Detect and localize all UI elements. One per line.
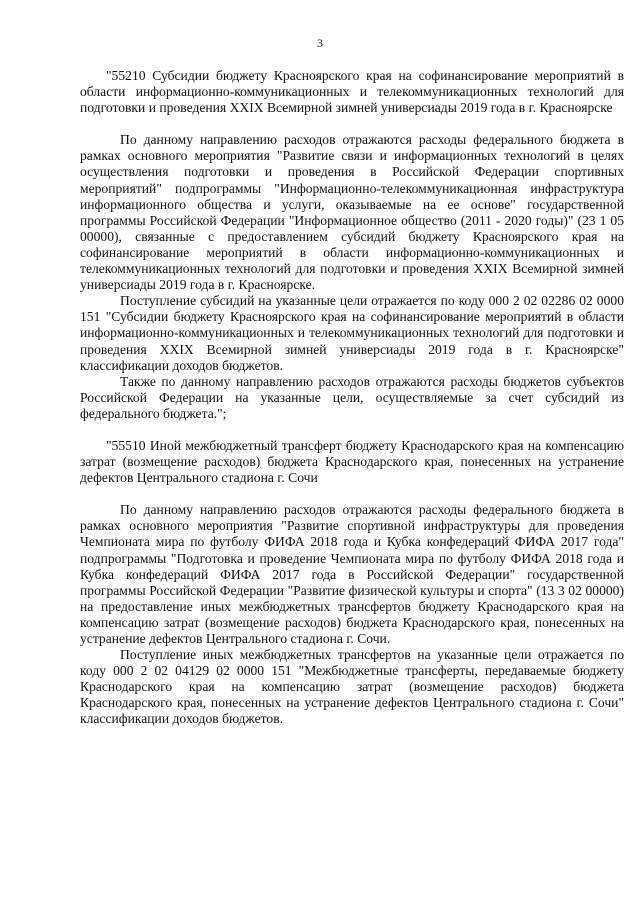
paragraph: По данному направлению расходов отражаются расходы федерального бюджета в рамках основного мероприятия "Развитие связи и информационных технологий в целях осуществления подготовки и проведения в Российской Федерации спортивных мероприятий" подпрограммы "Информационно-телекоммуникационная инфраструктура информационного общества и услуги, оказываемые на ее основе" государственной программы Российской Федерации "Информационное общество (2011 - 2020 годы)" (23 1 05 00000), связанные с предоставлением субсидий бюджету Красноярского края на софинансирование мероприятий в области информационно-коммуникационных и телекоммуникационных технологий для подготовки и проведения XXIX Всемирной зимней универсиады 2019 года в г. Красноярске. [80, 132, 624, 293]
section-heading-55510: "55510 Иной межбюджетный трансферт бюджету Краснодарского края на компенсацию затрат (возмещение расходов) бюджета Краснодарского края, понесенных на устранение дефектов Центрального стадиона г. Сочи [80, 437, 624, 486]
paragraph: Поступление иных межбюджетных трансфертов на указанные цели отражается по коду 000 2 02 04129 02 0000 151 "Межбюджетные трансферты, передаваемые бюджету Краснодарского края на компенсацию затрат (возмещение расходов) бюджета Краснодарского края, понесенных на устранение дефектов Центрального стадиона г. Сочи" классификации доходов бюджетов. [80, 647, 624, 727]
paragraph: Поступление субсидий на указанные цели отражается по коду 000 2 02 02286 02 0000 151 "Субсидии бюджету Красноярского края на софинансирование мероприятий в области информационно-коммуникационных и телекоммуникационных технологий для подготовки и проведения XXIX Всемирной зимней универсиады 2019 года в г. Красноярске" классификации доходов бюджетов. [80, 293, 624, 373]
paragraph: По данному направлению расходов отражаются расходы федерального бюджета в рамках основного мероприятия "Развитие спортивной инфраструктуры для проведения Чемпионата мира по футболу ФИФА 2018 года и Кубка конфедераций ФИФА 2017 года" подпрограммы "Подготовка и проведение Чемпионата мира по футболу ФИФА 2018 года и Кубка конфедераций ФИФА 2017 года в Российской Федерации" государственной программы Российской Федерации "Развитие физической культуры и спорта" (13 3 02 00000) на предоставление иных межбюджетных трансфертов бюджету Краснодарского края на компенсацию затрат (возмещение расходов) бюджета Краснодарского края, понесенных на устранение дефектов Центрального стадиона г. Сочи. [80, 502, 624, 646]
section-heading-55210: "55210 Субсидии бюджету Красноярского края на софинансирование мероприятий в области информационно-коммуникационных и телекоммуникационных технологий для подготовки и проведения XXIX Всемирной зимней универсиады 2019 года в г. Красноярске [80, 68, 624, 116]
page-number: 3 [317, 36, 323, 50]
paragraph: Также по данному направлению расходов отражаются расходы бюджетов субъектов Российской Федерации на указанные цели, осуществляемые за счет субсидий из федерального бюджета."; [80, 373, 624, 421]
document-body [80, 68, 624, 728]
